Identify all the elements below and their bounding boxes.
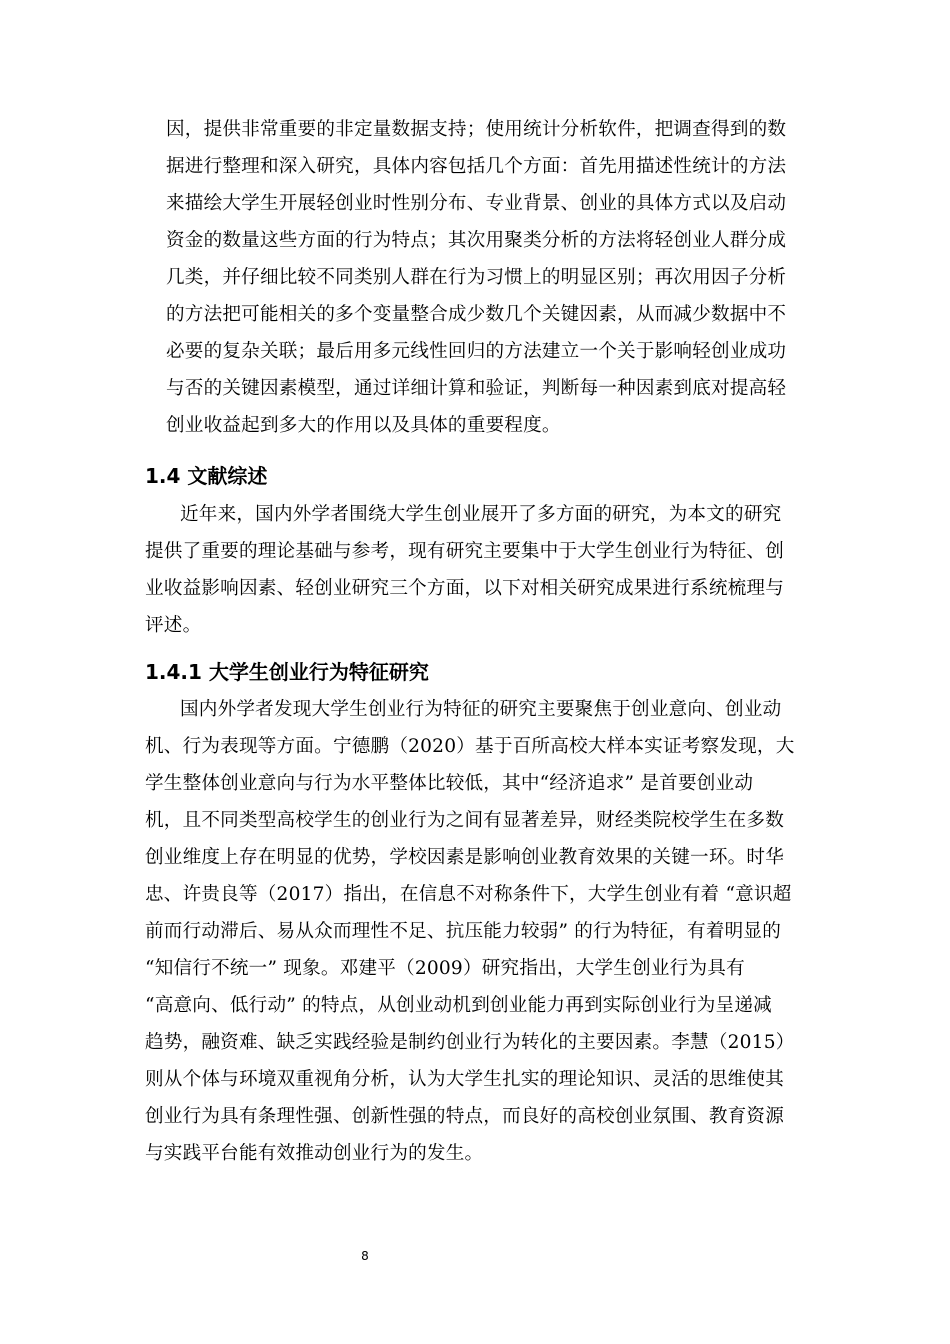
section-heading-1-4-1: 1.4.1 大学生创业行为特征研究 <box>145 660 429 684</box>
paragraph-line: 前而行动滞后、易从众而理性不足、抗压能力较弱” 的行为特征，有着明显的 <box>145 921 782 942</box>
paragraph-line: “高意向、低行动” 的特点，从创业动机到创业能力再到实际创业行为呈递减 <box>145 995 772 1016</box>
paragraph-line: 机、行为表现等方面。宁德鹏（2020）基于百所高校大样本实证考察发现，大 <box>145 736 795 757</box>
paragraph-line: 因，提供非常重要的非定量数据支持；使用统计分析软件，把调查得到的数 <box>166 119 787 140</box>
paragraph-line: 资金的数量这些方面的行为特点；其次用聚类分析的方法将轻创业人群分成 <box>166 230 787 251</box>
paragraph-line: 创业行为具有条理性强、创新性强的特点，而良好的高校创业氛围、教育资源 <box>145 1106 784 1127</box>
paragraph-line: 几类，并仔细比较不同类别人群在行为习惯上的明显区别；再次用因子分析 <box>166 267 787 288</box>
paragraph-line: 机，且不同类型高校学生的创业行为之间有显著差异，财经类院校学生在多数 <box>145 810 784 831</box>
paragraph-line: 与实践平台能有效推动创业行为的发生。 <box>145 1143 484 1164</box>
paragraph-line: 据进行整理和深入研究，具体内容包括几个方面：首先用描述性统计的方法 <box>166 156 787 177</box>
paragraph-line: 业收益影响因素、轻创业研究三个方面，以下对相关研究成果进行系统梳理与 <box>145 578 784 599</box>
paragraph-line: 国内外学者发现大学生创业行为特征的研究主要聚焦于创业意向、创业动 <box>180 699 782 720</box>
paragraph-line: 忠、许贵良等（2017）指出，在信息不对称条件下，大学生创业有着 “意识超 <box>145 884 792 905</box>
paragraph-line: 则从个体与环境双重视角分析，认为大学生扎实的理论知识、灵活的思维使其 <box>145 1069 784 1090</box>
paragraph-line: 创业收益起到多大的作用以及具体的重要程度。 <box>166 415 561 436</box>
paragraph-line: 近年来，国内外学者围绕大学生创业展开了多方面的研究，为本文的研究 <box>180 504 782 525</box>
page-number: 8 <box>361 1249 369 1263</box>
section-heading-1-4: 1.4 文献综述 <box>145 464 268 488</box>
paragraph-line: 的方法把可能相关的多个变量整合成少数几个关键因素，从而减少数据中不 <box>166 304 787 325</box>
paragraph-line: 学生整体创业意向与行为水平整体比较低，其中“经济追求” 是首要创业动 <box>145 773 754 794</box>
paragraph-line: “知信行不统一” 现象。邓建平（2009）研究指出，大学生创业行为具有 <box>145 958 745 979</box>
paragraph-line: 来描绘大学生开展轻创业时性别分布、专业背景、创业的具体方式以及启动 <box>166 193 787 214</box>
paragraph-line: 与否的关键因素模型，通过详细计算和验证，判断每一种因素到底对提高轻 <box>166 378 787 399</box>
paragraph-line: 趋势，融资难、缺乏实践经验是制约创业行为转化的主要因素。李慧（2015） <box>145 1032 795 1053</box>
paragraph-line: 评述。 <box>145 615 202 636</box>
paragraph-line: 必要的复杂关联；最后用多元线性回归的方法建立一个关于影响轻创业成功 <box>166 341 787 362</box>
paragraph-line: 提供了重要的理论基础与参考，现有研究主要集中于大学生创业行为特征、创 <box>145 541 784 562</box>
paragraph-line: 创业维度上存在明显的优势，学校因素是影响创业教育效果的关键一环。时华 <box>145 847 784 868</box>
